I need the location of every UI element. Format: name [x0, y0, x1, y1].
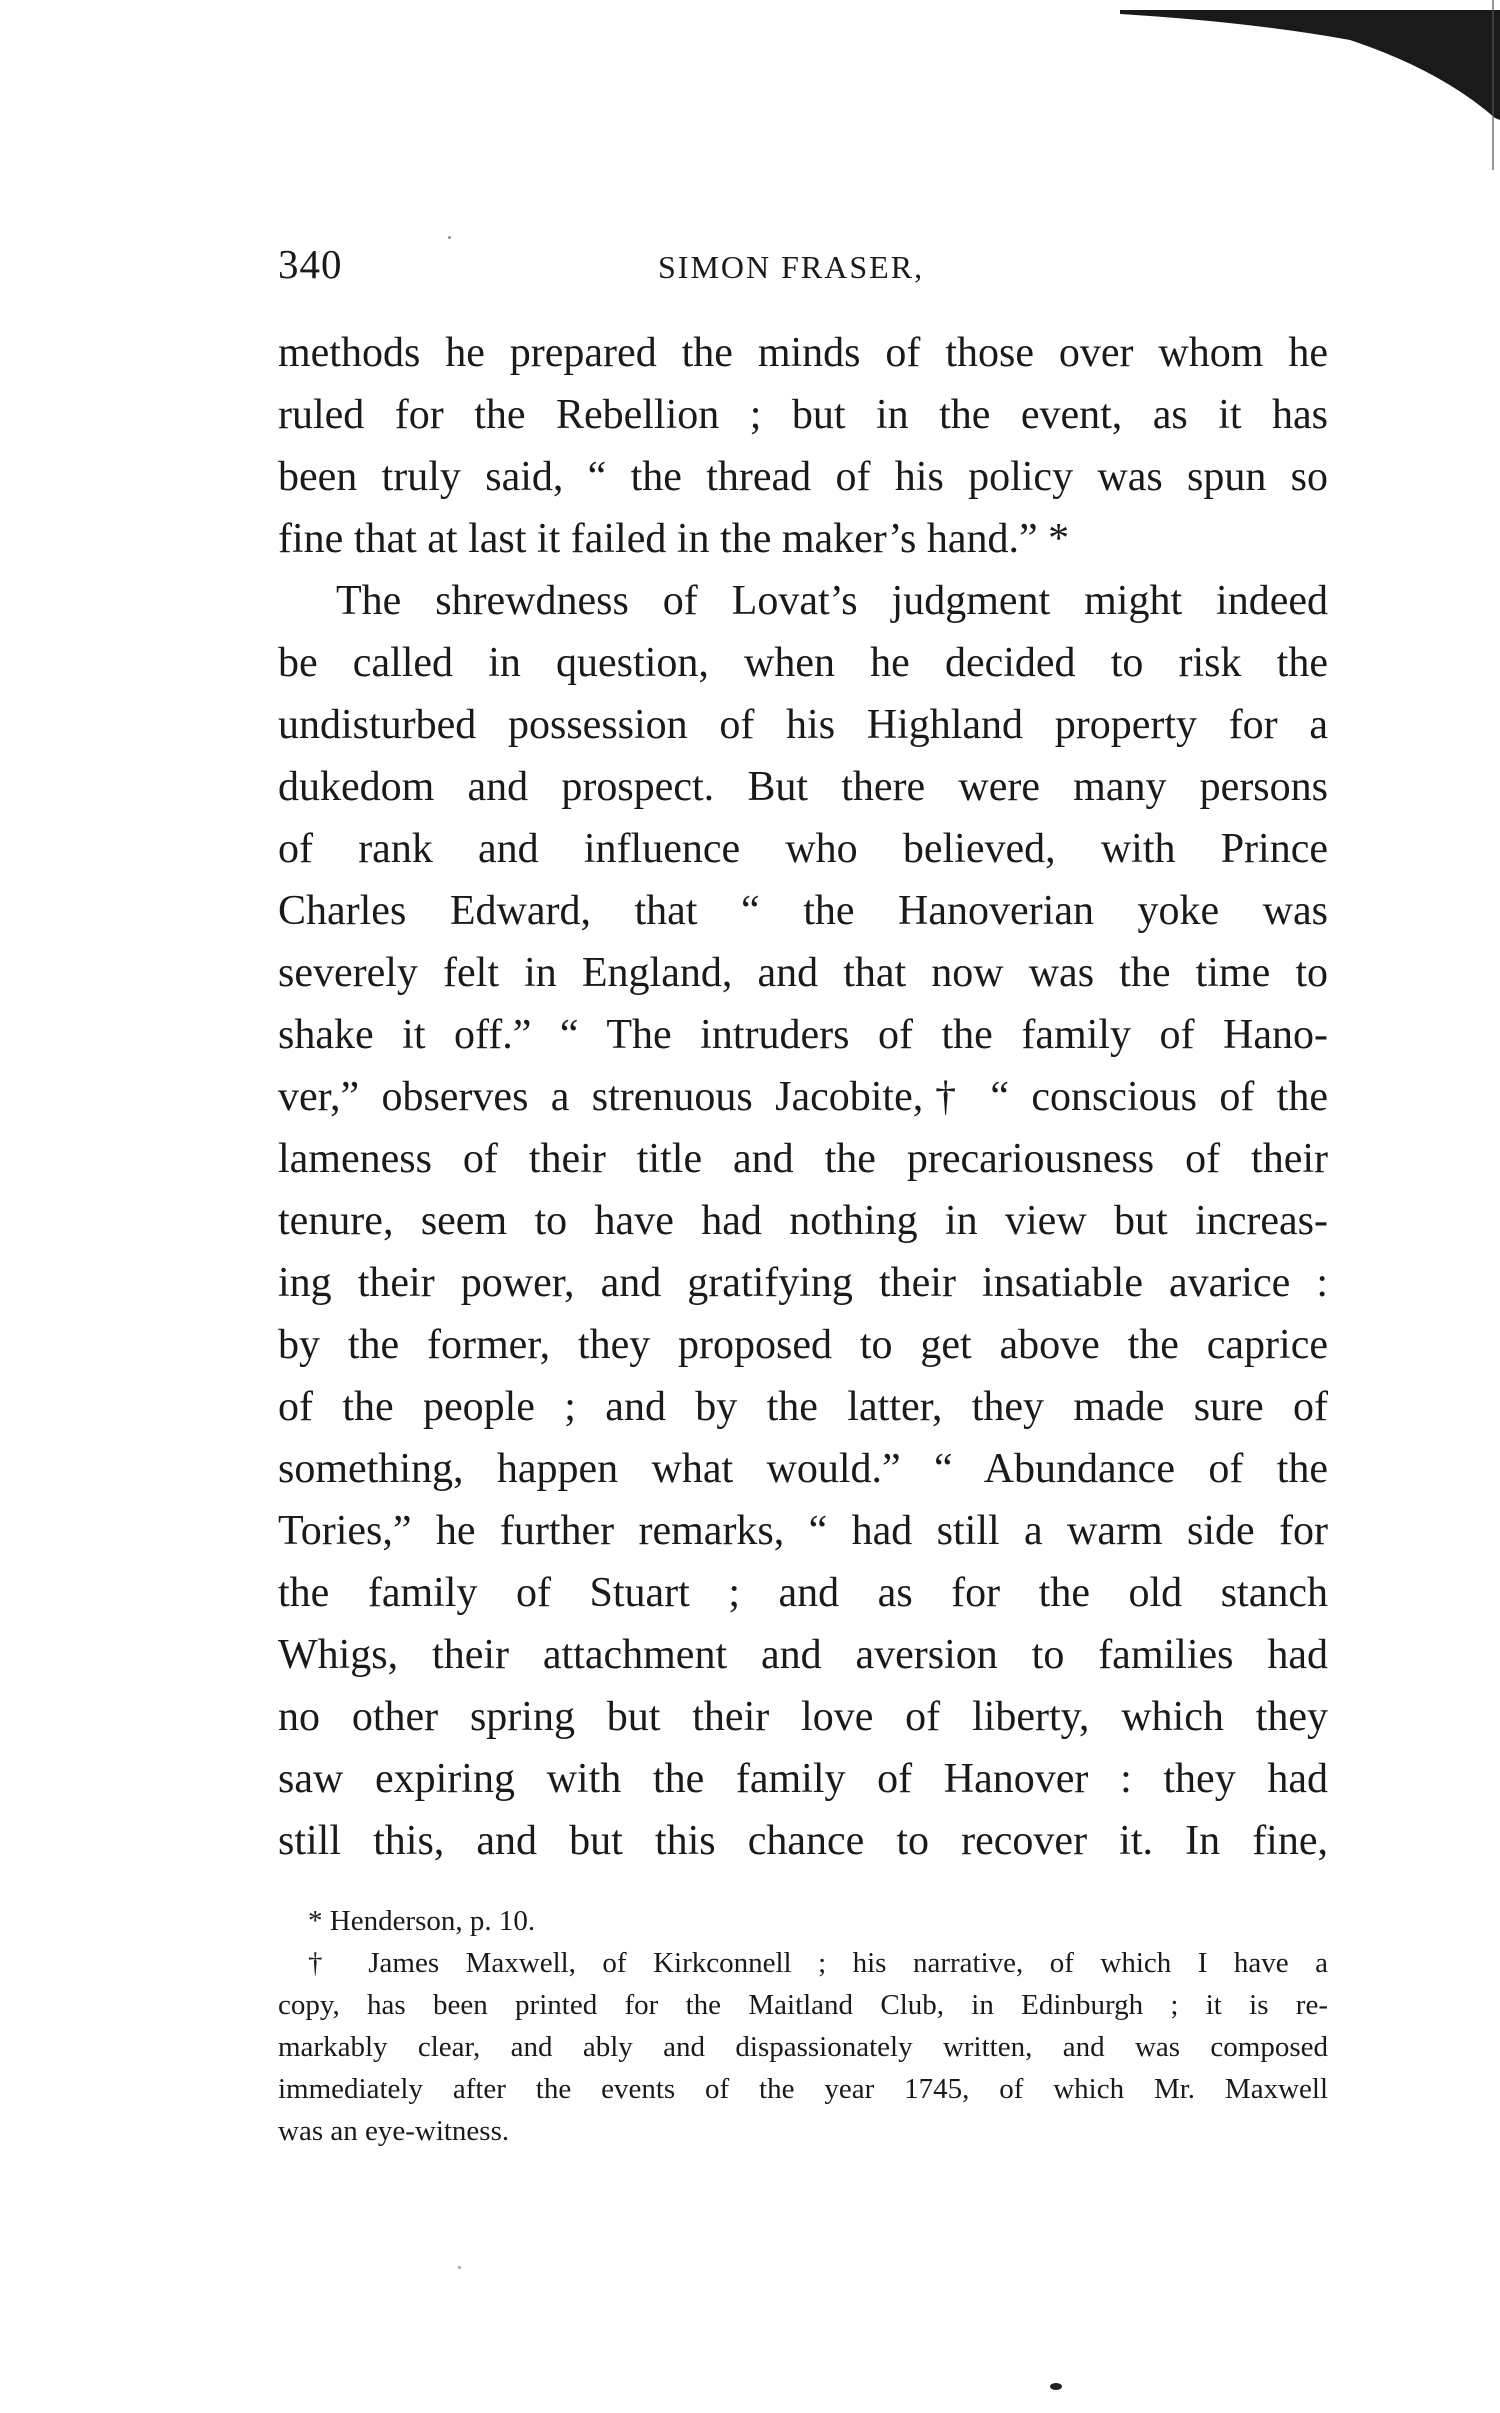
page-number: 340	[278, 241, 343, 287]
scan-edge-shadow	[1100, 0, 1500, 120]
text-line: still this, and but this chance to recover it. In fine,	[278, 1818, 1328, 1864]
scan-speck	[448, 236, 451, 239]
footnote-line: immediately after the events of the year 1745, of which Mr. Maxwell	[278, 2073, 1328, 2105]
text-line: ruled for the Rebellion ; but in the event, as it has	[278, 392, 1328, 438]
text-line: be called in question, when he decided to risk the	[278, 640, 1328, 686]
text-line: the family of Stuart ; and as for the old stanch	[278, 1570, 1328, 1616]
text-line: undisturbed possession of his Highland property for a	[278, 702, 1328, 748]
text-line: no other spring but their love of liberty, which they	[278, 1694, 1328, 1740]
running-title: SIMON FRASER,	[658, 249, 925, 285]
scan-speck	[458, 2266, 461, 2269]
text-line: lameness of their title and the precariousness of their	[278, 1136, 1328, 1182]
text-line: Tories,” he further remarks, “ had still a warm side for	[278, 1508, 1328, 1554]
text-line: fine that at last it failed in the maker’s hand.” *	[278, 516, 1070, 562]
text-line: tenure, seem to have had nothing in view but increas-	[278, 1198, 1328, 1244]
running-head	[278, 240, 1338, 300]
text-line: something, happen what would.” “ Abundance of the	[278, 1446, 1328, 1492]
text-line: ver,” observes a strenuous Jacobite,† “ conscious of the	[278, 1074, 1328, 1120]
footnote-line: † James Maxwell, of Kirkconnell ; his narrative, of which I have a	[308, 1947, 1328, 1979]
footnote-line: * Henderson, p. 10.	[308, 1905, 536, 1937]
text-line: The shrewdness of Lovat’s judgment might indeed	[336, 578, 1328, 624]
text-line: Charles Edward, that “ the Hanoverian yoke was	[278, 888, 1328, 934]
text-line: of rank and influence who believed, with Prince	[278, 826, 1328, 872]
text-line: ing their power, and gratifying their insatiable avarice :	[278, 1260, 1328, 1306]
text-line: dukedom and prospect. But there were many persons	[278, 764, 1328, 810]
text-line: shake it off.” “ The intruders of the family of Hano-	[278, 1012, 1328, 1058]
text-line: been truly said, “ the thread of his policy was spun so	[278, 454, 1328, 500]
text-line: by the former, they proposed to get above the caprice	[278, 1322, 1328, 1368]
footnote-line: markably clear, and ably and dispassionately written, and was composed	[278, 2031, 1328, 2063]
text-line: of the people ; and by the latter, they made sure of	[278, 1384, 1328, 1430]
scan-edge-line	[1492, 0, 1494, 170]
body-text	[278, 322, 1328, 1872]
footnote-line: was an eye-witness.	[278, 2115, 510, 2147]
footnotes	[278, 1900, 1328, 2152]
text-line: saw expiring with the family of Hanover : they had	[278, 1756, 1328, 1802]
text-line: methods he prepared the minds of those over whom he	[278, 330, 1328, 376]
scan-speck	[1050, 2383, 1062, 2390]
text-line: Whigs, their attachment and aversion to families had	[278, 1632, 1328, 1678]
footnote-line: copy, has been printed for the Maitland Club, in Edinburgh ; it is re-	[278, 1989, 1328, 2021]
text-line: severely felt in England, and that now was the time to	[278, 950, 1328, 996]
